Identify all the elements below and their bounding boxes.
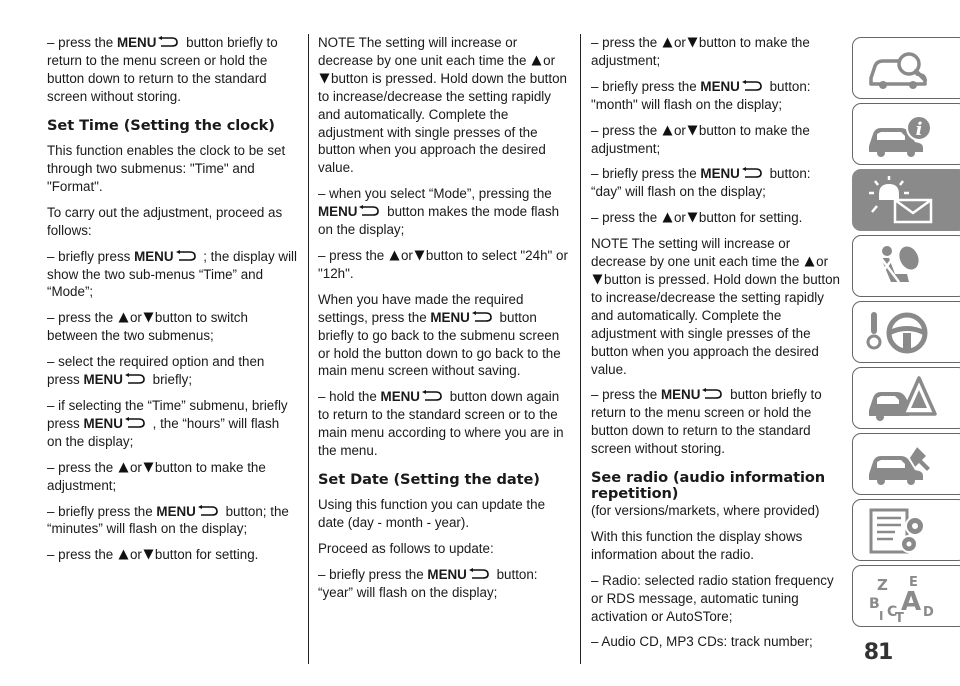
up-arrow-icon	[662, 37, 673, 48]
tab-airbag-safety[interactable]	[852, 235, 960, 297]
text: button for setting.	[698, 210, 803, 226]
menu-label: MENU	[660, 387, 701, 403]
warning-light-message-icon	[865, 176, 937, 226]
text: button: “year” will flash on the display;	[318, 567, 538, 601]
down-arrow-icon	[143, 462, 154, 473]
text: button to make the adjustment;	[591, 122, 810, 156]
text: button briefly to return to the menu screen or hold the button down to return to the standard screen without storing.	[47, 35, 278, 104]
paragraph	[591, 209, 841, 227]
paragraph	[47, 397, 297, 451]
car-maintenance-icon	[865, 440, 937, 490]
menu-button-icon	[175, 250, 197, 261]
tab-car-info[interactable]	[852, 103, 960, 165]
text: button to make the adjustment;	[47, 459, 266, 493]
menu-button-icon	[197, 505, 219, 516]
down-arrow-icon	[687, 212, 698, 223]
menu-label: MENU	[156, 503, 196, 519]
menu-label: MENU	[134, 248, 174, 264]
text: ; the display will show the two sub-menus “Time” and “Mode”;	[47, 248, 298, 300]
menu-button-icon	[701, 388, 723, 399]
menu-label: MENU	[430, 309, 470, 325]
tab-technical-data[interactable]	[852, 499, 960, 561]
paragraph	[47, 459, 297, 495]
menu-button-icon	[124, 417, 146, 428]
text: or	[129, 547, 142, 563]
text: – press the	[47, 310, 117, 326]
up-arrow-icon	[531, 55, 542, 66]
menu-label: MENU	[83, 415, 123, 431]
airbag-seat-icon	[865, 242, 937, 292]
text: – press the	[591, 210, 661, 226]
menu-button-icon	[468, 568, 490, 579]
column-divider	[308, 34, 309, 664]
paragraph	[591, 235, 841, 378]
paragraph	[47, 309, 297, 345]
text-column-2	[318, 34, 568, 610]
text-column-1	[47, 34, 297, 572]
paragraph: To carry out the adjustment, proceed as follows:	[47, 204, 283, 238]
menu-label: MENU	[700, 78, 740, 94]
section-heading-see-radio: See radio (audio information repetition)	[591, 469, 826, 502]
down-arrow-icon	[143, 312, 154, 323]
text: – briefly press the	[591, 78, 701, 94]
up-arrow-icon	[662, 212, 673, 223]
paragraph	[318, 566, 568, 602]
paragraph	[47, 503, 297, 539]
menu-button-icon	[157, 36, 179, 47]
text: button to select "24h" or "12h".	[318, 247, 568, 281]
up-arrow-icon	[118, 312, 129, 323]
tab-alphabetical-index[interactable]	[852, 565, 960, 627]
tab-servicing-care[interactable]	[852, 433, 960, 495]
text: – press the	[591, 387, 661, 403]
text: or	[129, 310, 142, 326]
section-subheading: (for versions/markets, where provided)	[591, 503, 820, 519]
text: – briefly press the	[591, 166, 701, 182]
text: – briefly press the	[47, 503, 157, 519]
text: button: “day” will flash on the display;	[591, 166, 811, 200]
down-arrow-icon	[687, 125, 698, 136]
text: NOTE The setting will increase or decrease by one unit each time the	[318, 35, 531, 68]
paragraph	[47, 34, 297, 106]
text: – when you select “Mode”, pressing the	[318, 186, 552, 202]
menu-label: MENU	[83, 372, 123, 388]
tab-warning-lights-messages[interactable]	[852, 169, 960, 231]
paragraph: With this function the display shows information about the radio.	[591, 528, 803, 562]
alphabetical-index-icon	[865, 572, 937, 622]
menu-button-icon	[741, 167, 763, 178]
text: , the “hours” will flash on the display;	[47, 415, 280, 449]
steering-wheel-key-icon	[865, 308, 937, 358]
text: – if selecting the “Time” submenu, briefly press	[47, 398, 288, 431]
text: or	[816, 254, 829, 270]
paragraph: – Radio: selected radio station frequency or RDS message, automatic tuning activation or AutoSTore;	[591, 572, 834, 624]
text: button briefly to go back to the submenu screen or hold the button down to go back to the main menu screen without saving.	[318, 309, 561, 379]
paragraph: This function enables the clock to be set through two submenus: "Time" and "Format".	[47, 143, 286, 194]
text: button is pressed. Hold down the button to increase/decrease the setting rapidly and automatically. Complete the adjustment with single presses of the button when you approach the desired value.	[591, 271, 840, 377]
text-column-3	[591, 34, 841, 659]
text: – press the	[47, 547, 117, 563]
index-letter: E	[909, 575, 918, 590]
technical-data-gear-icon	[865, 506, 937, 556]
text: button down again to return to the standard screen or to the main menu according to where you are in the menu.	[318, 389, 564, 459]
text: – press the	[591, 35, 661, 50]
text: or	[673, 35, 686, 50]
text: – hold the	[318, 389, 381, 405]
index-letter: C	[887, 604, 898, 620]
paragraph	[318, 388, 568, 460]
index-letter: T	[895, 611, 904, 622]
text: button; the “minutes” will flash on the display;	[47, 503, 289, 537]
up-arrow-icon	[118, 462, 129, 473]
text: or	[673, 210, 686, 226]
text: or	[129, 459, 142, 475]
menu-label: MENU	[116, 35, 157, 50]
menu-button-icon	[421, 390, 443, 401]
text: or	[543, 52, 556, 68]
text: button for setting.	[154, 547, 259, 563]
index-letter: D	[923, 605, 934, 620]
menu-label: MENU	[380, 389, 420, 405]
up-arrow-icon	[389, 250, 400, 261]
paragraph	[591, 34, 841, 70]
page-number: 81	[863, 640, 893, 665]
section-heading-set-time: Set Time (Setting the clock)	[47, 116, 275, 134]
index-letter: B	[869, 596, 880, 612]
text: or	[673, 122, 686, 138]
section-heading-set-date: Set Date (Setting the date)	[318, 470, 540, 488]
paragraph: Using this function you can update the date (day - month - year).	[318, 497, 546, 531]
text: button briefly to return to the menu screen or hold the button down to return to the standard screen without storing.	[591, 387, 822, 457]
paragraph	[591, 122, 841, 158]
tab-car-search[interactable]	[852, 37, 960, 99]
text: button to make the adjustment;	[591, 35, 810, 68]
up-arrow-icon	[662, 125, 673, 136]
paragraph	[318, 247, 568, 283]
text: – press the	[318, 247, 388, 263]
column-divider	[580, 34, 581, 664]
svg-text:i: i	[915, 119, 923, 140]
menu-button-icon	[358, 205, 380, 216]
text: – briefly press the	[318, 567, 428, 583]
up-arrow-icon	[118, 549, 129, 560]
text: briefly;	[148, 372, 193, 388]
menu-button-icon	[471, 311, 493, 322]
paragraph	[318, 291, 568, 381]
paragraph	[47, 248, 297, 302]
car-info-icon	[865, 110, 937, 160]
paragraph	[591, 165, 841, 201]
text: NOTE The setting will increase or decrease by one unit each time the	[591, 236, 804, 270]
text: button to switch between the two submenus;	[47, 310, 248, 344]
paragraph	[318, 34, 568, 177]
paragraph	[47, 546, 297, 564]
menu-button-icon	[741, 80, 763, 91]
text: or	[400, 247, 413, 263]
tab-starting-driving[interactable]	[852, 301, 960, 363]
down-arrow-icon	[319, 73, 330, 84]
down-arrow-icon	[592, 274, 603, 285]
index-letter: A	[901, 587, 922, 617]
paragraph	[591, 78, 841, 114]
text: – press the	[47, 459, 117, 475]
menu-label: MENU	[700, 166, 740, 182]
paragraph: Proceed as follows to update:	[318, 541, 494, 557]
down-arrow-icon	[687, 37, 698, 48]
paragraph	[318, 185, 568, 239]
text: button is pressed. Hold down the button to increase/decrease the setting rapidly and automatically. Complete the adjustment with single presses of the button when you approach the desired value.	[318, 70, 567, 176]
up-arrow-icon	[804, 256, 815, 267]
text: – briefly press	[47, 248, 135, 264]
text: – press the	[591, 122, 661, 138]
menu-label: MENU	[427, 567, 467, 583]
down-arrow-icon	[143, 549, 154, 560]
index-letter: I	[879, 609, 884, 622]
index-letter: Z	[877, 576, 888, 594]
car-warning-triangle-icon	[865, 374, 937, 424]
menu-label: MENU	[318, 204, 358, 220]
text: button makes the mode flash on the display;	[318, 204, 560, 238]
text: When you have made the required settings, press the	[318, 291, 524, 325]
paragraph	[47, 353, 297, 389]
tab-emergency[interactable]	[852, 367, 960, 429]
text: button: "month" will flash on the display;	[591, 78, 811, 112]
down-arrow-icon	[414, 250, 425, 261]
paragraph: – Audio CD, MP3 CDs: track number;	[591, 634, 813, 650]
car-search-icon	[865, 44, 937, 94]
text: – select the required option and then press	[47, 354, 265, 388]
menu-button-icon	[124, 373, 146, 384]
text: – press the	[47, 35, 117, 50]
paragraph	[591, 386, 841, 458]
